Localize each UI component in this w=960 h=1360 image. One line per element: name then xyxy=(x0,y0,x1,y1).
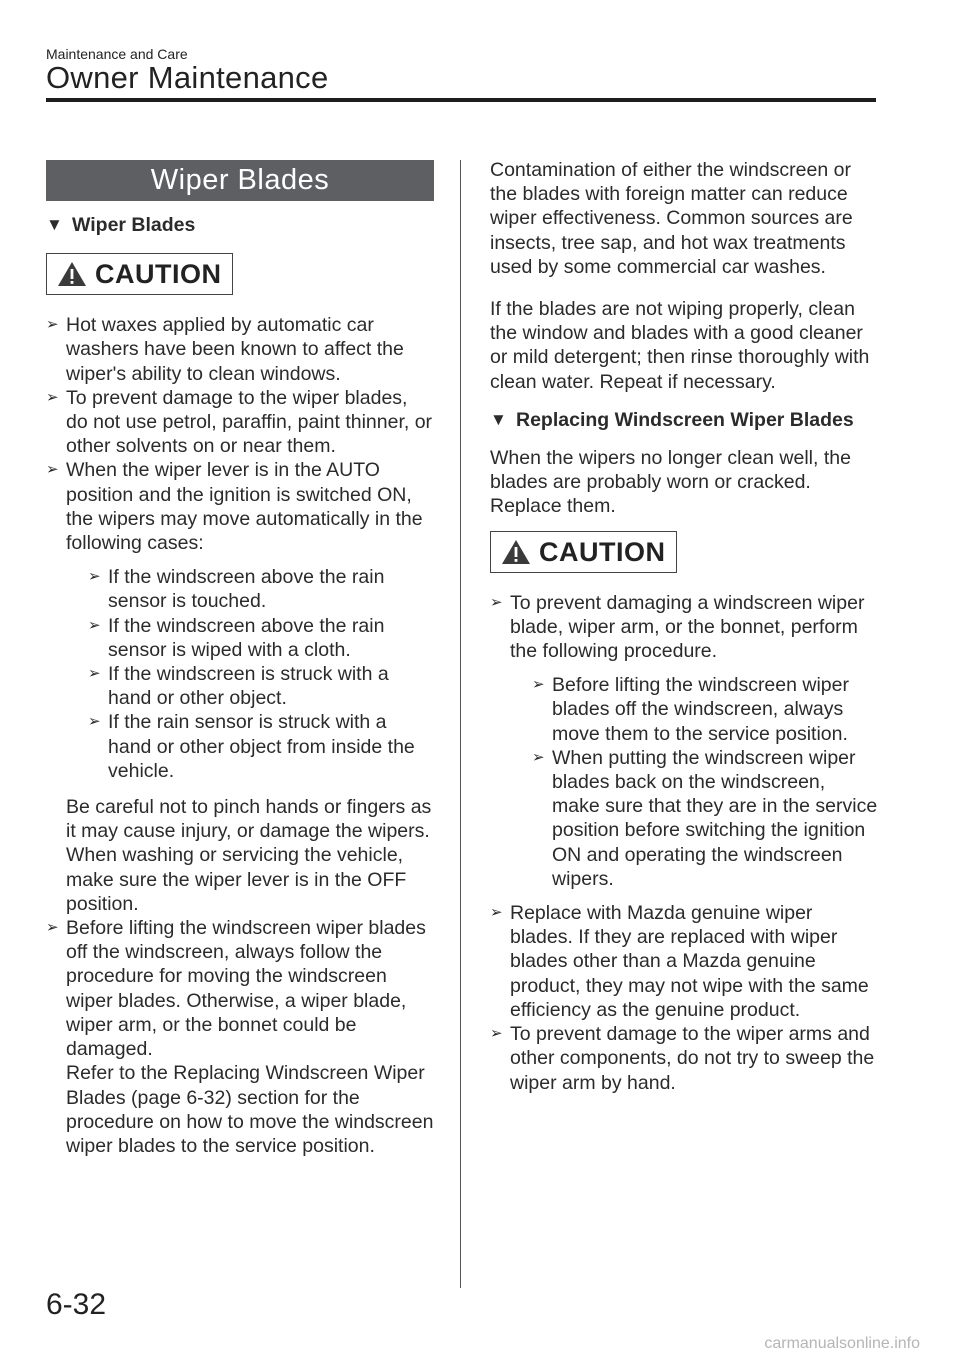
arrow-bullet-icon: ➢ xyxy=(490,1025,503,1043)
arrow-bullet-icon: ➢ xyxy=(88,616,101,634)
caution-label: CAUTION xyxy=(95,259,222,290)
header-rule xyxy=(46,98,876,102)
arrow-bullet-icon: ➢ xyxy=(490,904,503,922)
arrow-bullet-icon: ➢ xyxy=(532,748,545,766)
page-reference: Refer to the Replacing Windscreen Wiper Blades (page 6-32) section for the procedure on how to move the windscreen wiper blades to the service position. xyxy=(66,1062,434,1157)
triangle-down-icon: ▼ xyxy=(46,215,63,234)
sub-list-item: ➢ If the windscreen above the rain sensor is wiped with a cloth. xyxy=(88,614,385,661)
list-item: ➢ Hot waxes applied by automatic car washers have been known to affect the wiper's ability to clean windows. xyxy=(46,314,404,385)
sub-list-item: ➢ When putting the windscreen wiper blades back on the windscreen, make sure that they are in the service position before switching the ignition ON and operating the windscreen wipers. xyxy=(532,746,878,890)
sub-list-item: ➢ If the windscreen is struck with a hand or other object. xyxy=(88,663,389,710)
paragraph: When the wipers no longer clean well, the blades are probably worn or cracked. xyxy=(490,447,851,494)
right-column xyxy=(490,158,878,1095)
caution-note: Be careful not to pinch hands or fingers as it may cause injury, or damage the wipers. When washing or servicing the vehicle, make sure the wiper lever is in the OFF position. xyxy=(66,796,432,915)
subheading-text: Replacing Windscreen Wiper Blades xyxy=(516,408,854,431)
sub-list-item: ➢ If the rain sensor is struck with a hand or other object from inside the vehicle. xyxy=(88,711,415,782)
arrow-bullet-icon: ➢ xyxy=(532,676,545,694)
page-number: 6-32 xyxy=(46,1288,107,1321)
chapter-title: Owner Maintenance xyxy=(46,60,329,95)
list-item: ➢ To prevent damaging a windscreen wiper blade, wiper arm, or the bonnet, perform the following procedure. ➢ Before lifting the windscreen wiper blades off the windscreen, always move them to the service position. ➢ When putting the windscreen wiper blades back on the windscreen, make sure that they are in the service position before switching the ignition ON and operating the windscreen wipers. xyxy=(490,591,878,890)
arrow-bullet-icon: ➢ xyxy=(88,665,101,683)
arrow-bullet-icon: ➢ xyxy=(88,713,101,731)
arrow-bullet-icon: ➢ xyxy=(46,388,59,406)
arrow-bullet-icon: ➢ xyxy=(46,919,59,937)
caution-list xyxy=(490,591,878,1095)
warning-icon xyxy=(57,261,87,287)
list-item: ➢ To prevent damage to the wiper blades, do not use petrol, paraffin, paint thinner, or other solvents on or near them. xyxy=(46,386,433,458)
caution-box xyxy=(46,253,233,295)
subheading-text: Wiper Blades xyxy=(72,214,196,236)
list-item: ➢ To prevent damage to the wiper arms and other components, do not try to sweep the wiper arm by hand. xyxy=(490,1023,875,1094)
caution-list xyxy=(46,313,434,1158)
list-item: ➢ When the wiper lever is in the AUTO position and the ignition is switched ON, the wipers may move automatically in the following cases: ➢ If the windscreen above the rain sensor is touched. ➢ If the windscreen above the rain sensor is wiped with a cloth. ➢ If the windscreen is struck with a hand or other object. ➢ If the rain sensor is struck with a hand or other object from inside the vehicle. Be careful not to pinch hands or fingers as it may cause injury, or damage the wipers. When washing or servicing the vehicle, make sure the wiper lever is in the OFF position. xyxy=(46,458,434,916)
list-item: ➢ Replace with Mazda genuine wiper blades. If they are replaced with wiper blades other than a Mazda genuine product, they may not wipe with the same efficiency as the genuine product. xyxy=(490,902,869,1021)
sub-list-item: ➢ If the windscreen above the rain sensor is touched. xyxy=(88,566,385,613)
watermark: carmanualsonline.info xyxy=(764,1335,920,1352)
paragraph: If the blades are not wiping properly, clean the window and blades with a good cleaner or mild detergent; then rinse thoroughly with clean water. Repeat if necessary. xyxy=(490,298,870,393)
subheading xyxy=(490,408,878,432)
section-title-bar: Wiper Blades xyxy=(46,160,434,201)
arrow-bullet-icon: ➢ xyxy=(490,593,503,611)
section-label: Maintenance and Care xyxy=(46,46,188,62)
list-item: ➢ Before lifting the windscreen wiper blades off the windscreen, always follow the procedure for moving the windscreen wiper blades. Otherwise, a wiper blade, wiper arm, or the bonnet could be damaged. Refer to the Replacing Windscreen Wiper Blades (page 6-32) section for the procedure on how to move the windscreen wiper blades to the service position. xyxy=(46,917,434,1157)
sub-list xyxy=(510,673,878,891)
caution-box xyxy=(490,531,677,573)
warning-icon xyxy=(501,539,531,565)
sub-list xyxy=(66,565,434,783)
arrow-bullet-icon: ➢ xyxy=(88,568,101,586)
column-divider xyxy=(460,160,461,1288)
subheading xyxy=(46,213,434,237)
paragraph: Contamination of either the windscreen or the blades with foreign matter can reduce wiper effectiveness. Common sources are insects, tree sap, and hot wax treatments used by some commercial car washes. xyxy=(490,159,853,278)
triangle-down-icon: ▼ xyxy=(490,409,507,429)
arrow-bullet-icon: ➢ xyxy=(46,316,59,334)
sub-list-item: ➢ Before lifting the windscreen wiper blades off the windscreen, always move them to the service position. xyxy=(532,674,849,745)
arrow-bullet-icon: ➢ xyxy=(46,461,59,479)
caution-label: CAUTION xyxy=(539,536,666,567)
left-column xyxy=(46,160,434,1158)
paragraph: Replace them. xyxy=(490,495,616,518)
